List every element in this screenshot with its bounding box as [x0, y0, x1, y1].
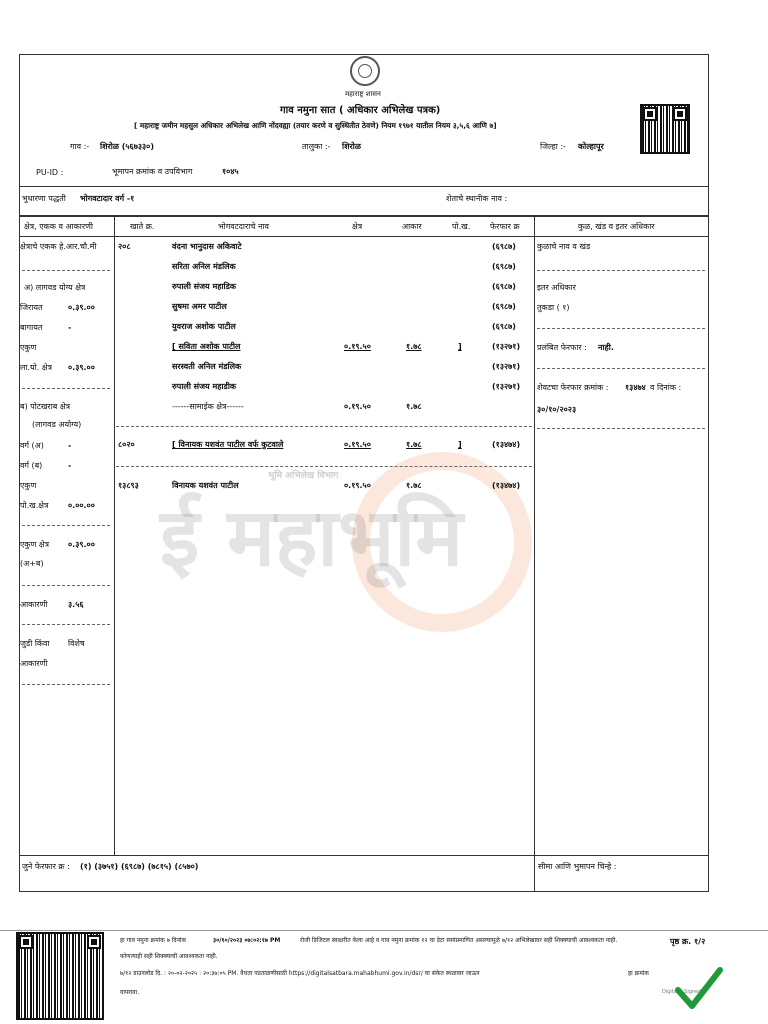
- owner-name: सरिता अनिल मंडलिक: [172, 262, 236, 271]
- class-a-label: वर्ग (अ): [20, 441, 44, 450]
- local-name-label: शेताचे स्थानीक नाव :: [446, 194, 508, 203]
- pokh-label: पो.ख.क्षेत्र: [20, 501, 49, 510]
- total-area-value: ०.३९.००: [68, 540, 95, 549]
- footer-line1b: रोजी डिजिटल स्वाक्षरीत केला आहे व गाव नमुना क्रमांक १२ चा डेटा स्वयंप्रमाणित असल्यामुळे ७/१२ अभिलेखावर सही शिक्क्याची आवश्यकता नाही.: [300, 937, 618, 944]
- emblem-icon: [350, 56, 380, 86]
- boundary-label: सीमा आणि भुमापन चिन्हे :: [538, 862, 617, 871]
- last-ferfar-date-label: व दिनांक :: [650, 383, 682, 392]
- bagayat-label: बागायत: [20, 323, 43, 332]
- owner-ferfar: (६९८७): [492, 282, 516, 291]
- right-khata: २०८: [118, 242, 131, 251]
- owner-pokh: ]: [458, 440, 462, 449]
- judi-label: जुडी किंवा: [20, 639, 50, 648]
- owner-name: वंदना भानुदास अकिवाटे: [172, 242, 242, 251]
- owner-area: ०.१९.५०: [344, 481, 371, 490]
- watermark-small: भूमि अभिलेख विभाग: [268, 471, 339, 481]
- owner-name: सरस्वती अनिल मंडलिक: [172, 362, 242, 371]
- owner-area: ०.१९.५०: [344, 342, 371, 351]
- owner-name: [ सविता अशोक पाटील: [172, 342, 241, 351]
- kul-label: कुळाचे नाव व खंड: [537, 242, 591, 251]
- col-header-name: भोगवटदाराचे नाव: [218, 222, 269, 231]
- page-number: पृष्ठ क्र. १/२: [670, 937, 706, 946]
- total-area-label: एकुण क्षेत्र: [20, 540, 50, 549]
- document-frame: [19, 54, 709, 892]
- last-ferfar-label: शेवटचा फेरफार क्रमांक :: [537, 383, 609, 392]
- puid-label: PU-ID :: [36, 168, 64, 177]
- footer-line1-date: ३०/१०/२०२३ ०७:०२:१७ PM: [213, 937, 281, 944]
- lo-label: ला.यो. क्षेत्र: [20, 363, 52, 372]
- owner-ferfar: (१३२७१): [492, 342, 521, 351]
- owner-akar: १.७८: [406, 481, 422, 490]
- owner-ferfar: (६९८७): [492, 262, 516, 271]
- total-area-sub: (अ+ब): [20, 559, 44, 568]
- owner-ferfar: (६९८७): [492, 322, 516, 331]
- owner-ferfar: (१३२७१): [492, 382, 521, 391]
- assessment-label: आकारणी: [20, 600, 48, 609]
- owner-pokh: ]: [458, 342, 462, 351]
- footer-line2: कोणत्याही सही शिक्क्याची आवश्यकता नाही.: [120, 953, 218, 960]
- check-mark-icon: [672, 962, 724, 1014]
- right-khata: १३८९३: [118, 481, 139, 490]
- potkharab-label: ब) पोटखराब क्षेत्र: [20, 402, 71, 411]
- district-value: कोल्हापूर: [578, 142, 604, 151]
- col-header-ferfar: फेरफार क्र: [490, 222, 520, 231]
- owner-ferfar: (१३४७४): [492, 440, 521, 449]
- page-title: गाव नमुना सात ( अधिकार अभिलेख पत्रक): [280, 105, 441, 116]
- village-label: गाव :-: [70, 142, 90, 151]
- cultivable-label: अ) लागवड योग्य क्षेत्र: [24, 283, 86, 292]
- govt-label: महाराष्ट्र शासन: [345, 90, 381, 98]
- old-ferfar-value: (१) (३७५१) (६९८७) (७८१५) (८५७०): [80, 862, 199, 871]
- qr-code-top: [640, 104, 690, 154]
- class-b-label: वर्ग (ब): [20, 461, 43, 470]
- col-header-area: क्षेत्र: [352, 222, 363, 231]
- footer-line3b: हा क्रमांक: [628, 970, 650, 977]
- taluka-label: तालुका :-: [302, 142, 331, 151]
- jirayat-label: जिरायत: [20, 303, 43, 312]
- pending-label: प्रलंबित फेरफार :: [537, 343, 587, 352]
- col-header-akar: आकार: [402, 222, 422, 231]
- tenure-value: भोगवटादार वर्ग -१: [80, 194, 135, 203]
- owner-name: रुपाली संजय महाडीक: [172, 382, 237, 391]
- owner-area: ०.१९.५०: [344, 440, 371, 449]
- owner-ferfar: (६९८७): [492, 302, 516, 311]
- right-khata: ८०२०: [118, 440, 135, 449]
- class-a-value: -: [68, 441, 72, 450]
- owner-ferfar: (१३४७४): [492, 481, 521, 490]
- footer-line3: ७/१२ डाउनलोड दि. : २०-०२-२०२५ : २०:३७:०५ PM. वैधता पडताळणीसाठी https://digitalsatbara.mahabhumi.gov.in/dsr/ या संकेत स्थळावर जाऊन: [120, 970, 480, 977]
- total2-label: एकुण: [20, 481, 37, 490]
- taluka-value: शिरोळ: [342, 142, 361, 151]
- footer-line1a: हा गाव नमुना क्रमांक ७ दिनांक: [120, 937, 187, 944]
- unit-label: क्षेत्राचे एकक हे.आर.चौ.मी: [20, 242, 97, 251]
- owner-ferfar: (६९८७): [492, 242, 516, 251]
- old-ferfar-label: जुने फेरफार क्र :: [22, 862, 70, 871]
- potkharab-sub: (लागवड अयोग्य): [32, 420, 82, 429]
- jirayat-value: ०.३९.००: [68, 303, 95, 312]
- owner-name: [ विनायक यशवंत पाटील वर्फ कुटवाले: [172, 440, 284, 449]
- lo-value: ०.३९.००: [68, 363, 95, 372]
- owner-name: विनायक यशवंत पाटील: [172, 481, 239, 490]
- last-ferfar-no: १३४७४: [625, 383, 646, 392]
- owner-akar: १.७८: [406, 342, 422, 351]
- col-header-rights: कुळ, खंड व इतर अधिकार: [578, 222, 655, 231]
- village-value: शिरोळ (५६७३३०): [100, 142, 154, 151]
- qr-code-bottom: [16, 932, 104, 1020]
- survey-label: भूमापन क्रमांक व उपविभाग: [112, 167, 193, 176]
- col-header-area-unit: क्षेत्र, एकक व आकारणी: [24, 222, 94, 231]
- digitally-signed-label: Digitally Signed: [662, 989, 702, 995]
- col-header-pokh: पो.ख.: [452, 222, 471, 231]
- owner-name: रुपाली संजय महाडिक: [172, 282, 237, 291]
- other-rights-label: इतर अधिकार: [537, 283, 576, 292]
- footer-line4: वापरावा.: [120, 989, 140, 996]
- col-header-khata: खाते क्र.: [130, 222, 155, 231]
- class-b-value: -: [68, 461, 72, 470]
- owner-akar: १.७८: [406, 440, 422, 449]
- tenure-label: भुधारणा पद्धती: [22, 194, 66, 203]
- district-label: जिल्हा :-: [540, 142, 566, 151]
- owner-area: ०.१९.५०: [344, 402, 371, 411]
- total1-label: एकुण: [20, 343, 37, 352]
- pokh-value: ०.००.००: [68, 501, 95, 510]
- owner-akar: १.७८: [406, 402, 422, 411]
- owner-ferfar: (१३२७१): [492, 362, 521, 371]
- judi-label-2: विशेष: [68, 639, 85, 648]
- owner-name: सुषमा अमर पाटील: [172, 302, 227, 311]
- assessment-value: ३.५६: [68, 600, 84, 609]
- survey-value: १०४५: [222, 167, 239, 176]
- watermark-text: ई महाभूमि: [160, 491, 463, 584]
- bagayat-value: -: [68, 323, 72, 332]
- tukda-value: तुकडा ( १): [537, 303, 570, 312]
- judi-label-3: आकारणी: [20, 659, 48, 668]
- last-ferfar-date: ३०/१०/२०२३: [537, 405, 577, 414]
- pending-value: नाही.: [598, 343, 614, 352]
- owner-name: युवराज अशोक पाटील: [172, 322, 236, 331]
- page-subtitle: [ महाराष्ट्र जमीन महसुल अधिकार अभिलेख आणि नोंदवह्या (तयार करणे व सुस्थितीत ठेवणे) नियम १९७१ यातील नियम ३,५,६ आणि ७]: [134, 121, 497, 130]
- owner-name: ------सामाईक क्षेत्र------: [172, 402, 244, 411]
